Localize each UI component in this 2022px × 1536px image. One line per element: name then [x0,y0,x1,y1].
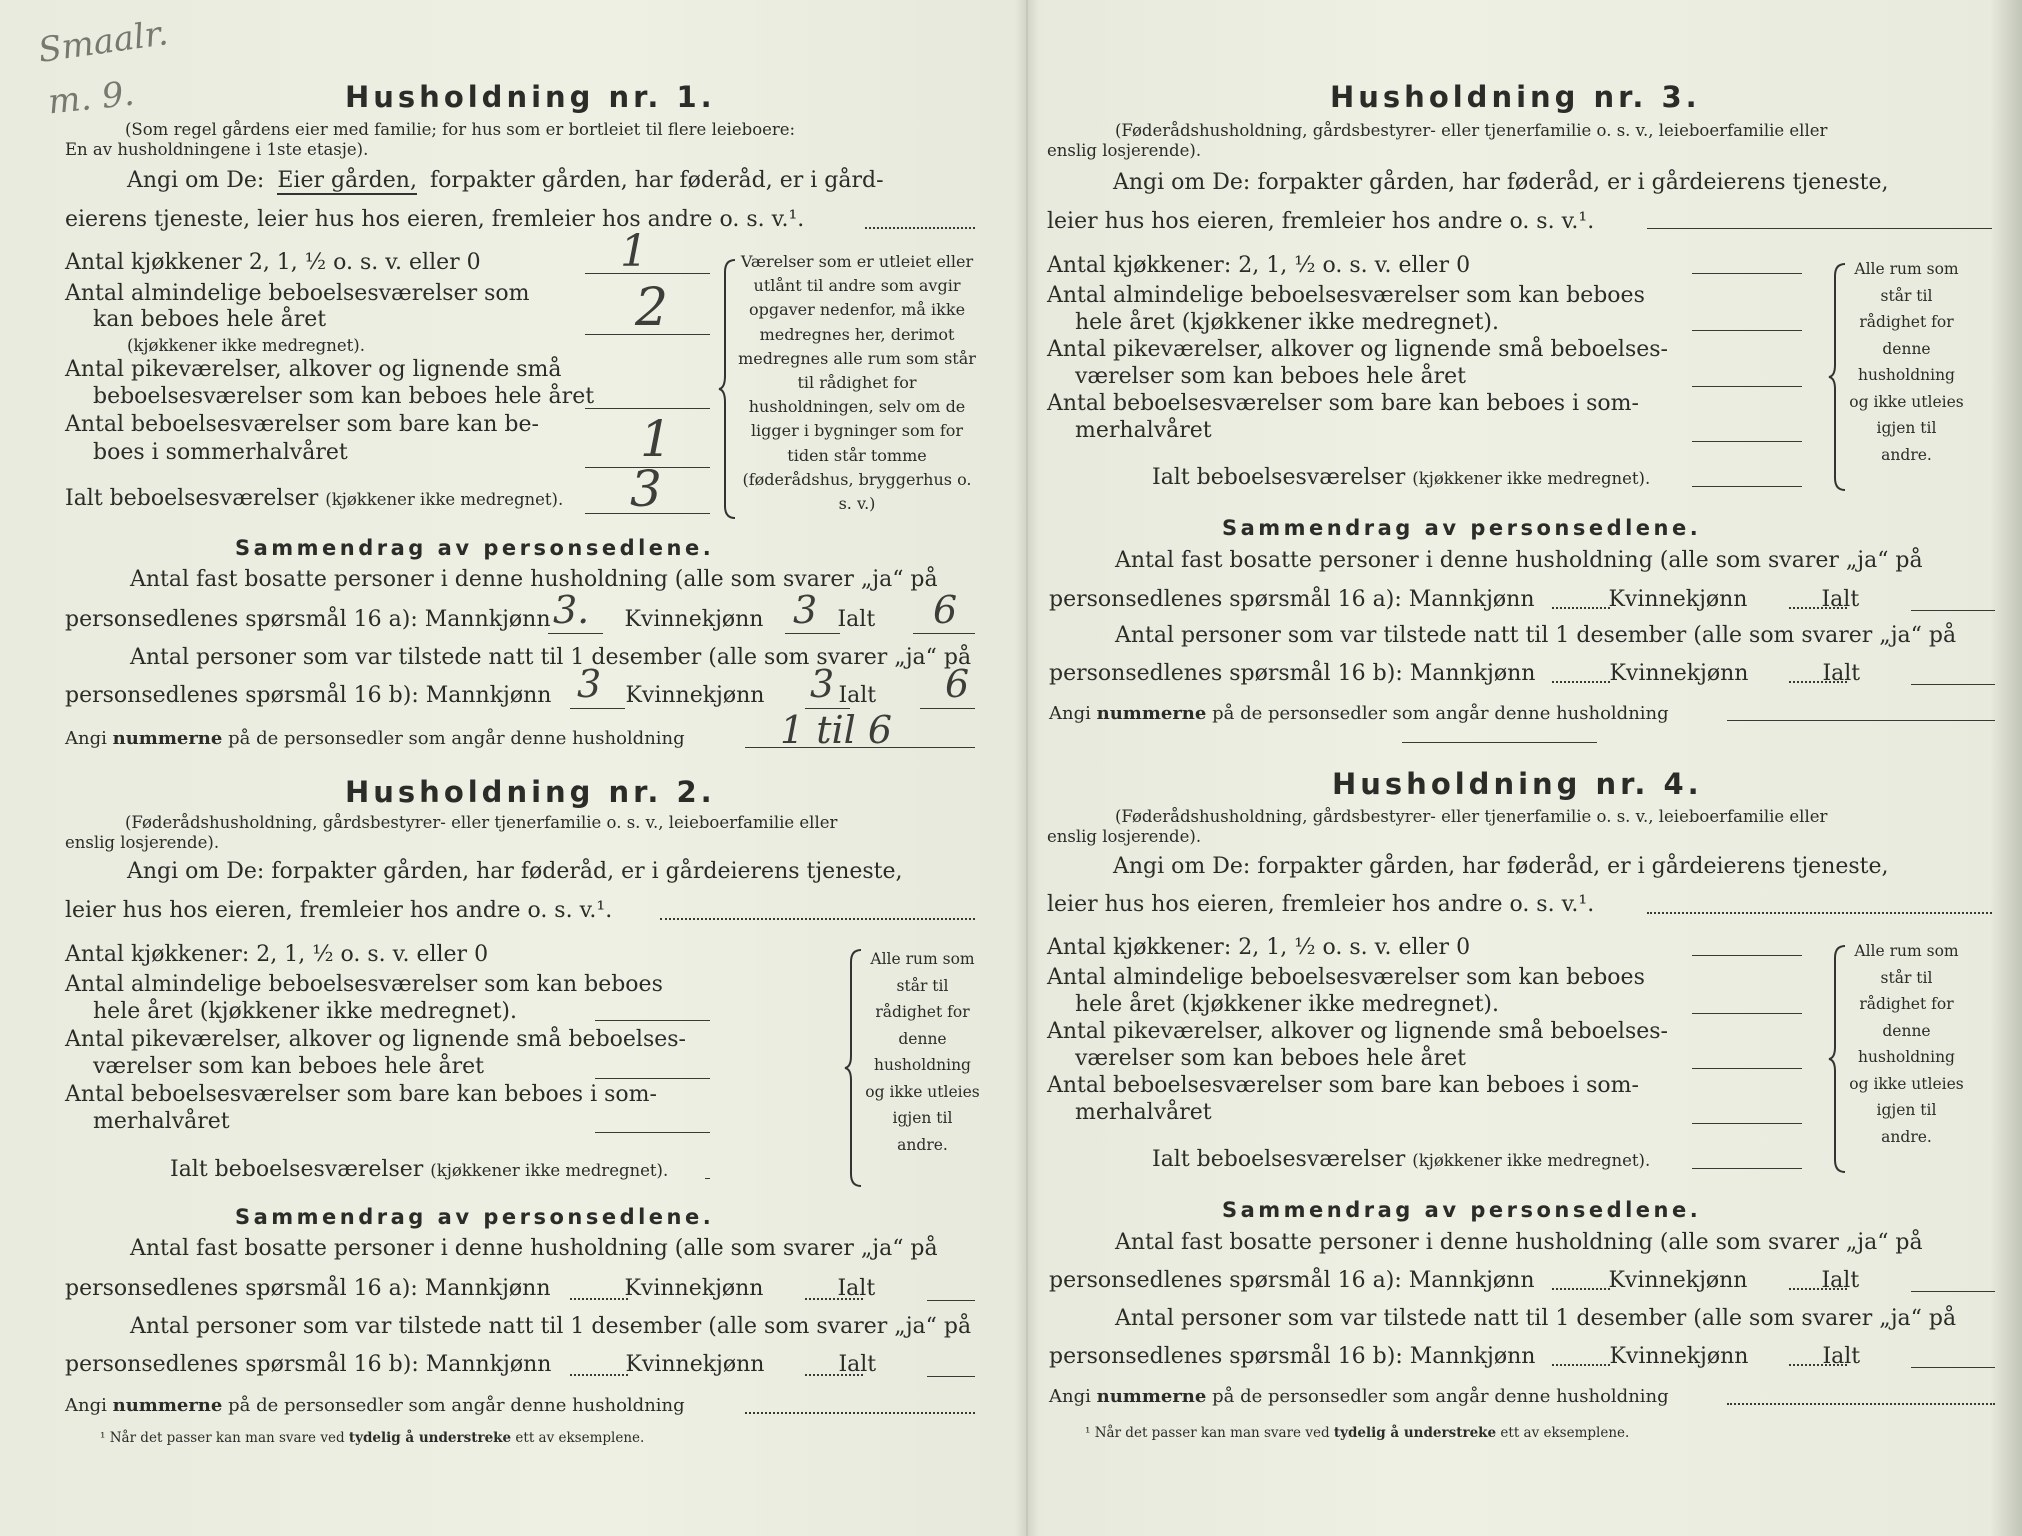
corner-note-1: Smaalr. [35,13,171,71]
fast-male-label: personsedlenes spørsmål 16 a): Mannkjønn [1049,587,1535,612]
present-female-label: Kvinnekjønn [625,1352,765,1377]
total-rooms-text: Ialt beboelsesværelser [170,1157,424,1182]
total-rooms-text: Ialt beboelsesværelser [1152,1147,1406,1172]
page-edge-shadow [1990,0,2022,1536]
household-3-angi-2: leier hus hos eieren, fremleier hos andre o. s. v.¹. [1047,209,1595,234]
summer-line [595,1132,710,1133]
angi-fill-line [1647,228,1992,229]
household-4-intro: (Føderådshusholdning, gårdsbestyrer- eller tjenerfamilie o. s. v., leieboerfamilie eller [1115,807,1828,826]
present-total-label: Ialt [1822,661,1861,686]
fast-label-1: Antal fast bosatte personer i denne husholdning (alle som svarer „ja“ på [130,1236,938,1261]
present-label-1: Antal personer som var tilstede natt til 1 desember (alle som svarer „ja“ på [130,645,972,670]
present-male-line [570,708,625,709]
fast-male-label: personsedlenes spørsmål 16 a): Mannkjønn [65,607,551,632]
kitchens-label: Antal kjøkkener: 2, 1, ½ o. s. v. eller 0 [65,942,489,967]
footnote-b: tydelig å understreke [1333,1425,1497,1441]
fast-total-label: Ialt [1821,1268,1860,1293]
brace-symbol [717,258,739,520]
nummer-line [745,1412,975,1414]
summer-label-1: Antal beboelsesværelser som bare kan beboes i som- [1047,391,1639,416]
present-label-1: Antal personer som var tilstede natt til 1 desember (alle som svarer „ja“ på [130,1314,972,1339]
household-2-title: Husholdning nr. 2. [345,775,716,809]
household-3-intro: (Føderådshusholdning, gårdsbestyrer- eller tjenerfamilie o. s. v., leieboerfamilie eller [1115,121,1828,140]
brace-note: Værelser som er utleiet eller utlånt til andre som avgir opgaver nedenfor, må ikke medregnes her, derimot medregnes alle rum som står til rådighet for husholdningen, selv om de ligger i bygninger som for tiden står tomme (føderådshus, bryggerhus o. s. v.) [738,252,976,514]
summer-line [1692,441,1802,442]
fast-female-label: Kvinnekjønn [624,1276,764,1301]
total-rooms-note: (kjøkkener ikke medregnet). [430,1161,669,1180]
page-fold [1015,0,1039,1536]
fast-label-1: Antal fast bosatte personer i denne husholdning (alle som svarer „ja“ på [130,567,938,592]
household-3-intro-2: enslig losjerende). [1047,141,1202,160]
present-label-2 [1049,661,1860,686]
rooms-line [1692,1013,1802,1014]
total-rooms-label [1152,1147,1650,1172]
present-total-label: Ialt [838,1352,877,1377]
summer-label-1: Antal beboelsesværelser som bare kan beboes i som- [65,1082,657,1107]
household-3-title: Husholdning nr. 3. [1330,80,1701,114]
kitchens-label: Antal kjøkkener 2, 1, ½ o. s. v. eller 0 [65,250,481,275]
household-4-intro-2: enslig losjerende). [1047,827,1202,846]
present-total-label: Ialt [1822,1344,1861,1369]
footnote [100,1430,644,1446]
present-male-label: personsedlenes spørsmål 16 b): Mannkjønn [1049,1344,1536,1369]
fast-male-value: 3. [553,588,590,632]
present-total-value: 6 [945,662,970,706]
fast-male-line [548,633,603,634]
rooms-label-2: hele året (kjøkkener ikke medregnet). [1075,310,1499,335]
fast-female-line [1789,1288,1847,1290]
fast-label-2 [65,607,875,632]
maid-label-2: værelser som kan beboes hele året [1075,1046,1466,1071]
summary-title: Sammendrag av personsedlene. [235,536,715,560]
fast-total-value: 6 [933,588,958,632]
nummer-b: nummerne [112,728,223,749]
nummer-c: på de personsedler som angår denne husholdning [228,1395,685,1416]
maid-label-2: beboelsesværelser som kan beboes hele året [93,384,595,409]
rooms-label-2: hele året (kjøkkener ikke medregnet). [1075,992,1499,1017]
summer-line [1692,1123,1802,1124]
summer-label-2: merhalvåret [1075,418,1212,443]
household-2-intro: (Føderådshusholdning, gårdsbestyrer- eller tjenerfamilie o. s. v., leieboerfamilie eller [125,813,838,832]
nummer-c: på de personsedler som angår denne husholdning [1212,703,1669,724]
brace-note: Alle rum som står til rådighet for denne husholdning og ikke utleies igjen til andre. [1849,942,1964,1146]
household-2-intro-2: enslig losjerende). [65,833,220,852]
nummer-a: Angi [65,1395,107,1416]
rooms-label-2: kan beboes hele året [93,307,327,332]
fast-female-line [785,633,840,634]
household-4-title: Husholdning nr. 4. [1332,767,1703,801]
fast-female-label: Kvinnekjønn [1608,1268,1748,1293]
fast-total-line [1911,1291,1995,1292]
maid-line [1692,1068,1802,1069]
nummer-b: nummerne [1096,1386,1207,1407]
nummer-a: Angi [1049,703,1091,724]
brace-symbol [1827,262,1849,492]
rooms-line [595,1020,710,1021]
total-rooms-note: (kjøkkener ikke medregnet). [1412,469,1651,488]
present-total-line [920,708,975,709]
nummer-c: på de personsedler som angår denne husholdning [228,728,685,749]
present-female-line [1789,681,1847,683]
angi-rest: forpakter gården, har føderåd, er i gård- [429,168,884,193]
fast-male-line [1552,1288,1610,1290]
rooms-label-2: hele året (kjøkkener ikke medregnet). [93,999,517,1024]
present-female-label: Kvinnekjønn [1609,661,1749,686]
summer-label-2: merhalvåret [1075,1100,1212,1125]
total-rooms-line [1692,1168,1802,1169]
footnote [1085,1425,1629,1441]
present-male-line [1552,681,1610,683]
household-1-title: Husholdning nr. 1. [345,80,716,114]
total-rooms-text: Ialt beboelsesværelser [65,486,319,511]
brace-symbol [843,948,865,1188]
footnote-a: ¹ Når det passer kan man svare ved [100,1430,345,1446]
present-female-line [805,1374,863,1376]
nummer-c: på de personsedler som angår denne husholdning [1212,1386,1669,1407]
nummer-b: nummerne [1096,703,1207,724]
nummer-line [1727,1403,1995,1405]
rooms-label-3: (kjøkkener ikke medregnet). [127,336,365,355]
present-male-label: personsedlenes spørsmål 16 b): Mannkjønn [65,1352,552,1377]
fast-female-line [805,1298,863,1300]
kitchens-label: Antal kjøkkener: 2, 1, ½ o. s. v. eller 0 [1047,935,1471,960]
household-4-angi-1: Angi om De: forpakter gården, har føderåd, er i gårdeierens tjeneste, [1113,854,1889,879]
present-label-1: Antal personer som var tilstede natt til 1 desember (alle som svarer „ja“ på [1115,1306,1957,1331]
fast-male-label: personsedlenes spørsmål 16 a): Mannkjønn [1049,1268,1535,1293]
present-total-label: Ialt [838,683,877,708]
summary-title: Sammendrag av personsedlene. [1222,1198,1702,1222]
maid-line [1692,386,1802,387]
maid-label-1: Antal pikeværelser, alkover og lignende små beboelses- [1047,1019,1668,1044]
summer-label-2: merhalvåret [93,1109,230,1134]
angi-fill-line [865,227,975,229]
nummer-a: Angi [65,728,107,749]
present-total-line [1911,684,1995,685]
kitchens-label: Antal kjøkkener: 2, 1, ½ o. s. v. eller 0 [1047,253,1471,278]
present-total-line [1911,1367,1995,1368]
household-2-angi-1: Angi om De: forpakter gården, har føderåd, er i gårdeierens tjeneste, [127,859,903,884]
nummer-b: nummerne [112,1395,223,1416]
maid-label-2: værelser som kan beboes hele året [1075,364,1466,389]
fast-total-line [1911,610,1995,611]
nummer-label [1049,1386,1669,1407]
household-1-angi-1 [127,168,884,193]
rooms-label-1: Antal almindelige beboelsesværelser som [65,281,530,306]
fast-total-label: Ialt [837,1276,876,1301]
fast-total-label: Ialt [837,607,876,632]
nummer-a: Angi [1049,1386,1091,1407]
footnote-c: ett av eksemplene. [515,1430,645,1446]
household-1-intro-2: En av husholdningene i 1ste etasje). [65,140,369,159]
fast-total-line [913,633,975,634]
maid-label-1: Antal pikeværelser, alkover og lignende små beboelses- [65,1027,686,1052]
maid-label-1: Antal pikeværelser, alkover og lignende små [65,357,562,382]
fast-label-2 [65,1276,875,1301]
household-1-intro: (Som regel gårdens eier med familie; for hus som er bortleiet til flere leieboere: [125,120,796,139]
rooms-line [1692,330,1802,331]
present-label-2 [1049,1344,1860,1369]
angi-fill-line [660,918,975,920]
present-male-label: personsedlenes spørsmål 16 b): Mannkjønn [1049,661,1536,686]
fast-male-line [570,1298,628,1300]
total-rooms-text: Ialt beboelsesværelser [1152,465,1406,490]
footnote-b: tydelig å understreke [348,1430,512,1446]
present-label-1: Antal personer som var tilstede natt til 1 desember (alle som svarer „ja“ på [1115,623,1957,648]
present-female-label: Kvinnekjønn [1609,1344,1749,1369]
fast-total-line [927,1300,975,1301]
section-divider [1402,742,1597,743]
total-rooms-note: (kjøkkener ikke medregnet). [1412,1151,1651,1170]
nummer-line [1727,720,1995,721]
present-label-2 [65,1352,876,1377]
nummer-label [65,728,685,749]
footnote-a: ¹ Når det passer kan man svare ved [1085,1425,1330,1441]
fast-female-line [1789,607,1847,609]
present-female-line [1789,1364,1847,1366]
fast-label-1: Antal fast bosatte personer i denne husholdning (alle som svarer „ja“ på [1115,548,1923,573]
summer-label-2: boes i sommerhalvåret [93,440,348,465]
corner-note-2: m. 9. [46,73,137,123]
total-rooms-note: (kjøkkener ikke medregnet). [325,490,564,509]
nummer-value: 1 til 6 [780,708,893,752]
total-rooms-line [705,1178,710,1179]
present-label-2 [65,683,876,708]
present-female-value: 3 [810,662,835,706]
present-male-label: personsedlenes spørsmål 16 b): Mannkjønn [65,683,552,708]
present-female-label: Kvinnekjønn [625,683,765,708]
rooms-label-1: Antal almindelige beboelsesværelser som kan beboes [1047,283,1645,308]
present-total-line [927,1376,975,1377]
household-4-angi-2: leier hus hos eieren, fremleier hos andre o. s. v.¹. [1047,892,1595,917]
summer-value: 1 [640,410,672,468]
total-rooms-label [65,486,563,511]
fast-female-value: 3 [793,588,818,632]
summary-title: Sammendrag av personsedlene. [235,1205,715,1229]
nummer-label [1049,703,1669,724]
fast-label-2 [1049,1268,1859,1293]
total-rooms-label [170,1157,668,1182]
summer-label-1: Antal beboelsesværelser som bare kan beboes i som- [1047,1073,1639,1098]
fast-male-line [1552,607,1610,609]
present-male-value: 3 [577,662,602,706]
maid-label-1: Antal pikeværelser, alkover og lignende små beboelses- [1047,337,1668,362]
nummer-label [65,1395,685,1416]
angi-underlined-choice: Eier gården, [277,168,417,193]
fast-label-1: Antal fast bosatte personer i denne husholdning (alle som svarer „ja“ på [1115,1230,1923,1255]
maid-line [595,1078,710,1079]
present-male-line [1552,1364,1610,1366]
angi-fill-line [1647,912,1992,914]
total-rooms-label [1152,465,1650,490]
summer-label-1: Antal beboelsesværelser som bare kan be- [65,412,539,437]
fast-female-label: Kvinnekjønn [624,607,764,632]
summary-title: Sammendrag av personsedlene. [1222,516,1702,540]
fast-label-2 [1049,587,1859,612]
rooms-label-1: Antal almindelige beboelsesværelser som kan beboes [65,972,663,997]
fast-male-label: personsedlenes spørsmål 16 a): Mannkjønn [65,1276,551,1301]
rooms-label-1: Antal almindelige beboelsesværelser som kan beboes [1047,965,1645,990]
household-2-angi-2: leier hus hos eieren, fremleier hos andre o. s. v.¹. [65,898,613,923]
kitchens-line [1692,955,1802,956]
angi-label: Angi om De: [127,168,265,193]
total-rooms-line [1692,486,1802,487]
brace-note: Alle rum som står til rådighet for denne husholdning og ikke utleies igjen til andre. [865,950,980,1154]
fast-total-label: Ialt [1821,587,1860,612]
rooms-value: 2 [635,278,669,338]
kitchens-line [1692,273,1802,274]
present-male-line [570,1374,628,1376]
fast-female-label: Kvinnekjønn [1608,587,1748,612]
household-1-angi-2: eierens tjeneste, leier hus hos eieren, fremleier hos andre o. s. v.¹. [65,207,805,232]
kitchens-value: 1 [620,226,648,277]
brace-note: Alle rum som står til rådighet for denne husholdning og ikke utleies igjen til andre. [1849,260,1964,464]
maid-label-2: værelser som kan beboes hele året [93,1054,484,1079]
footnote-c: ett av eksemplene. [1500,1425,1630,1441]
brace-symbol [1827,944,1849,1174]
maid-line [585,408,710,409]
household-3-angi-1: Angi om De: forpakter gården, har føderåd, er i gårdeierens tjeneste, [1113,170,1889,195]
total-rooms-value: 3 [630,460,662,518]
